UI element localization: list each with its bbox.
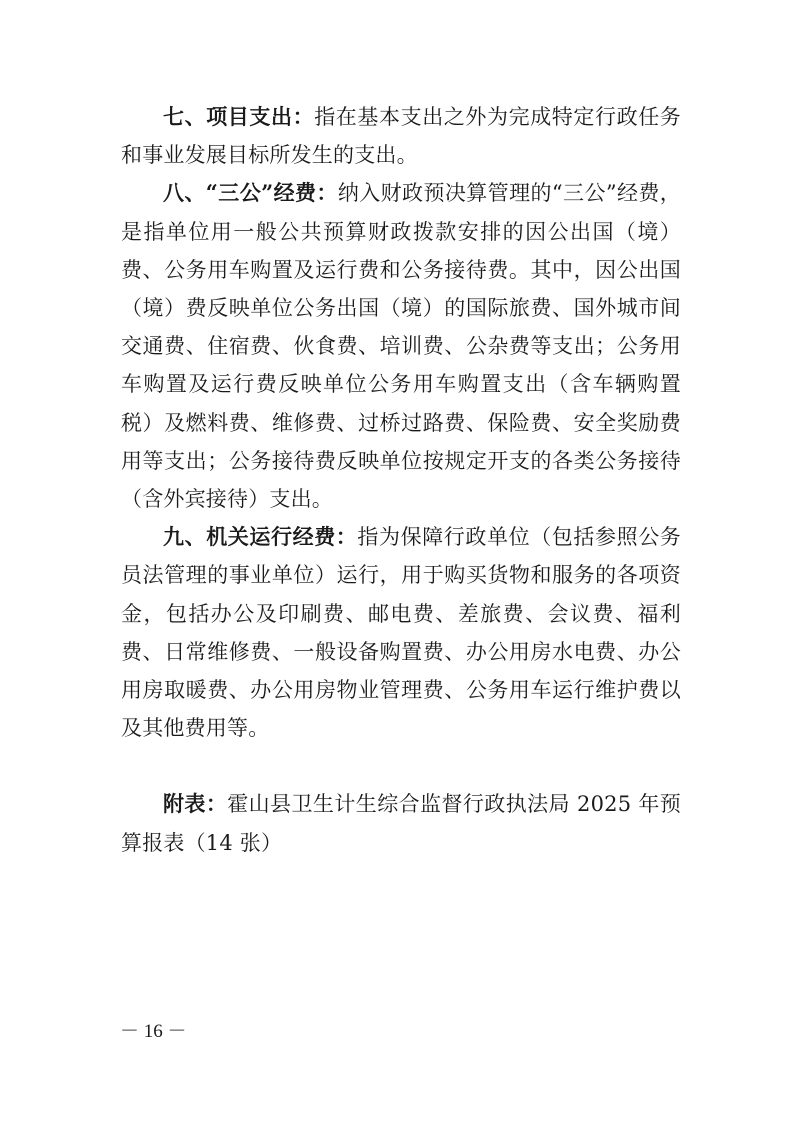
document-body <box>121 98 681 862</box>
paragraph-three-public-expenses <box>121 174 681 518</box>
paragraph-text: 指在基本支出之外为完成特定行政任务和事业发展目标所发生的支出。 <box>121 105 681 168</box>
paragraph-heading: 七、项目支出： <box>163 104 315 129</box>
paragraph-operating-expenses <box>121 518 681 747</box>
appendix-note <box>121 785 681 861</box>
appendix-text: 霍山县卫生计生综合监督行政执法局 2025 年预算报表（14 张） <box>121 792 682 855</box>
paragraph-project-expenditure <box>121 98 681 174</box>
paragraph-heading: 八、“三公”经费： <box>163 180 338 206</box>
page-number: － 16 － <box>120 1021 187 1042</box>
appendix-heading: 附表： <box>163 791 228 817</box>
paragraph-text: 指为保障行政单位（包括参照公务员法管理的事业单位）运行，用于购买货物和服务的各项资金，包括办公及印刷费、邮电费、差旅费、会议费、福利费、日常维修费、一般设备购置费、办公用房水电费、办公用房取暖费、办公用房物业管理费、公务用车运行维护费以及其他费用等。 <box>121 525 681 741</box>
paragraph-text: 纳入财政预决算管理的“三公”经费，是指单位用一般公共预算财政拨款安排的因公出国（境）费、公务用车购置及运行费和公务接待费。其中，因公出国（境）费反映单位公务出国（境）的国际旅费、国外城市间交通费、住宿费、伙食费、培训费、公杂费等支出；公务用车购置及运行费反映单位公务用车购置支出（含车辆购置税）及燃料费、维修费、过桥过路费、保险费、安全奖励费用等支出；公务接待费反映单位按规定开支的各类公务接待（含外宾接待）支出。 <box>121 181 681 512</box>
paragraph-heading: 九、机关运行经费： <box>163 524 358 550</box>
